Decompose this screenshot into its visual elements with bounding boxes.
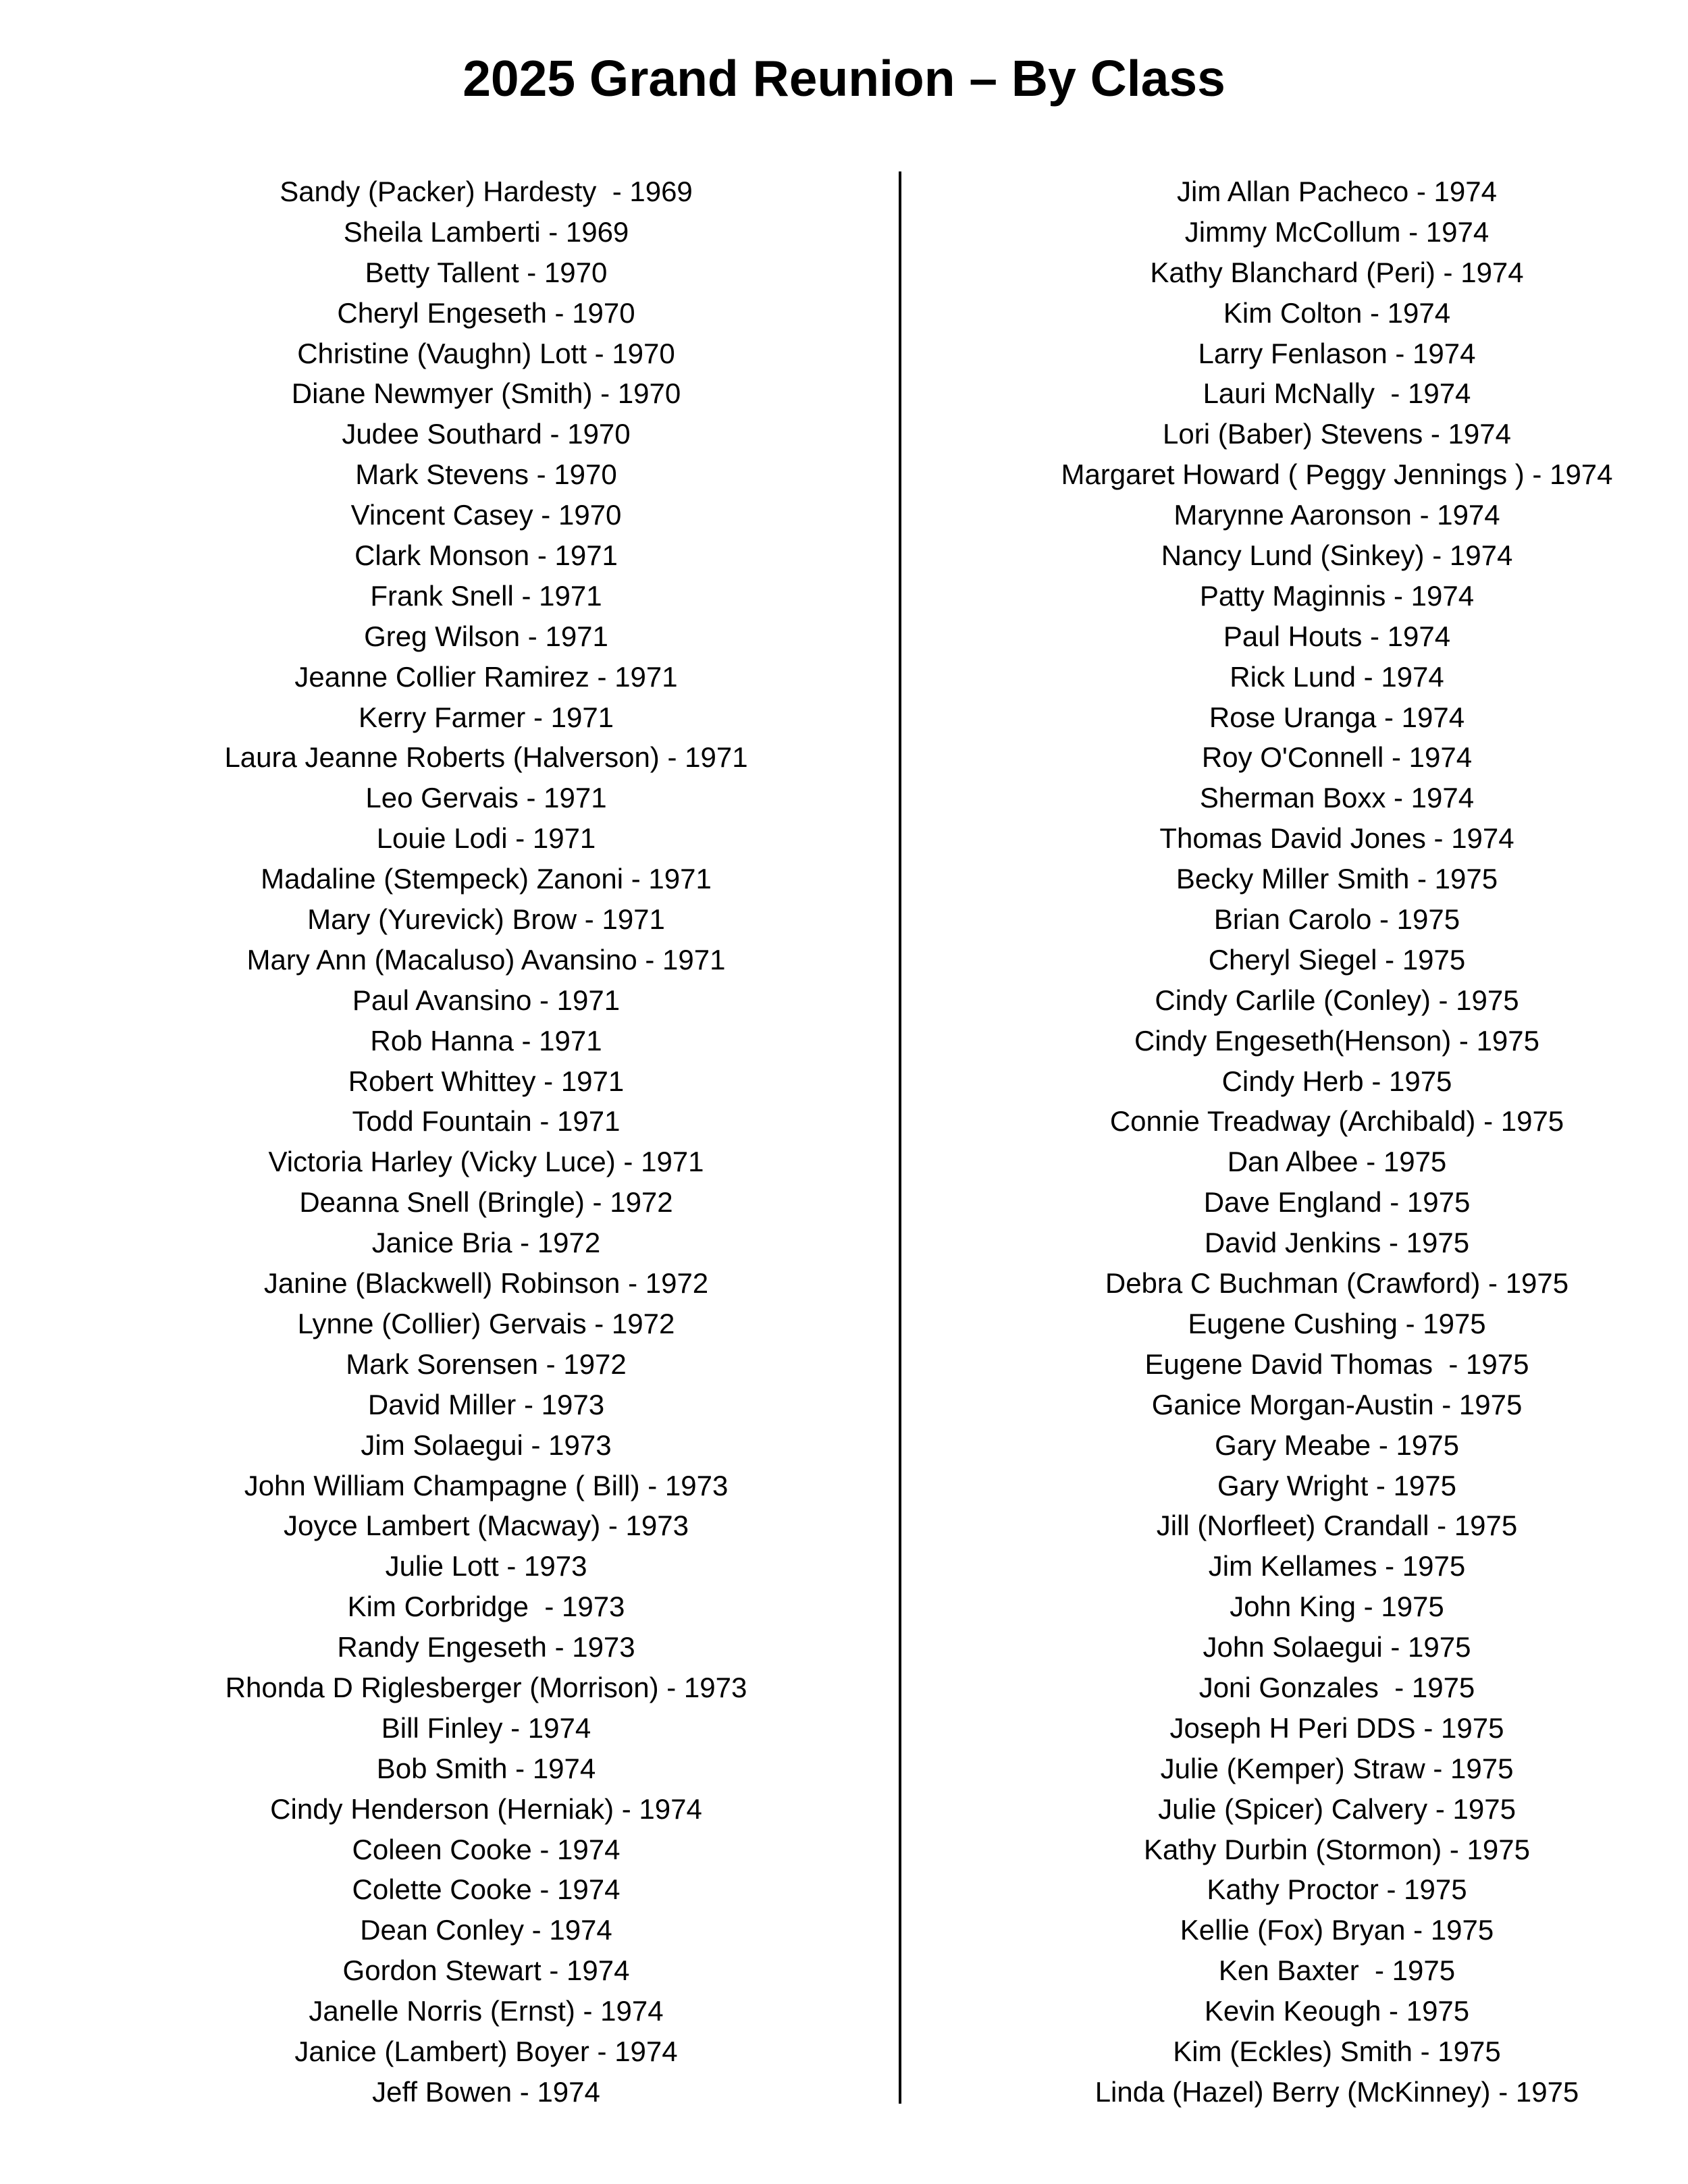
list-item: Kim Colton - 1974	[1223, 296, 1451, 329]
list-item: Bill Finley - 1974	[381, 1711, 591, 1744]
list-item: Cheryl Engeseth - 1970	[337, 296, 635, 329]
list-item: Mary Ann (Macaluso) Avansino - 1971	[246, 943, 726, 976]
list-item: Eugene David Thomas - 1975	[1144, 1348, 1529, 1380]
list-item: Christine (Vaughn) Lott - 1970	[297, 337, 675, 369]
list-item: John Solaegui - 1975	[1203, 1631, 1471, 1663]
list-item: Sherman Boxx - 1974	[1199, 782, 1475, 814]
list-item: Rob Hanna - 1971	[370, 1024, 602, 1057]
list-item: Janelle Norris (Ernst) - 1974	[309, 1995, 664, 2027]
list-item: Victoria Harley (Vicky Luce) - 1971	[268, 1146, 704, 1178]
list-item: Connie Treadway (Archibald) - 1975	[1109, 1105, 1564, 1138]
list-item: Jeanne Collier Ramirez - 1971	[294, 660, 678, 693]
list-item: Betty Tallent - 1970	[365, 256, 608, 288]
list-item: Robert Whittey - 1971	[348, 1065, 625, 1097]
list-item: Gordon Stewart - 1974	[342, 1954, 630, 1987]
list-item: Sheila Lamberti - 1969	[343, 215, 629, 248]
list-item: Jeff Bowen - 1974	[372, 2075, 600, 2108]
list-item: John King - 1975	[1230, 1591, 1444, 1623]
list-item: Ganice Morgan-Austin - 1975	[1151, 1388, 1523, 1420]
list-item: Paul Avansino - 1971	[352, 984, 621, 1016]
list-item: Kathy Durbin (Stormon) - 1975	[1144, 1833, 1530, 1865]
list-item: Randy Engeseth - 1973	[337, 1631, 635, 1663]
list-item: Larry Fenlason - 1974	[1198, 337, 1476, 369]
list-item: Kellie (Fox) Bryan - 1975	[1180, 1914, 1494, 1946]
list-item: Kim (Eckles) Smith - 1975	[1173, 2035, 1501, 2067]
list-item: Joseph H Peri DDS - 1975	[1169, 1711, 1504, 1744]
list-item: Judee Southard - 1970	[342, 418, 631, 450]
list-item: Todd Fountain - 1971	[352, 1105, 621, 1138]
list-item: Rick Lund - 1974	[1230, 660, 1444, 693]
list-item: Julie (Spicer) Calvery - 1975	[1158, 1792, 1516, 1825]
list-item: David Miller - 1973	[367, 1388, 605, 1420]
list-item: David Jenkins - 1975	[1204, 1227, 1470, 1259]
list-item: Cindy Carlile (Conley) - 1975	[1155, 984, 1519, 1016]
list-item: Julie Lott - 1973	[385, 1550, 587, 1582]
list-item: Madaline (Stempeck) Zanoni - 1971	[261, 863, 712, 895]
list-item: Louie Lodi - 1971	[376, 822, 596, 855]
list-item: Kim Corbridge - 1973	[347, 1591, 625, 1623]
list-item: Jill (Norfleet) Crandall - 1975	[1156, 1510, 1518, 1542]
list-item: Roy O'Connell - 1974	[1201, 741, 1473, 774]
list-item: Laura Jeanne Roberts (Halverson) - 1971	[224, 741, 748, 774]
list-item: Cheryl Siegel - 1975	[1208, 943, 1466, 976]
left-name-list	[135, 171, 837, 2112]
list-item: Patty Maginnis - 1974	[1199, 579, 1475, 612]
list-item: Janice Bria - 1972	[371, 1227, 601, 1259]
list-item: Jim Kellames - 1975	[1208, 1550, 1466, 1582]
list-item: Cindy Henderson (Herniak) - 1974	[270, 1792, 702, 1825]
list-item: Mary (Yurevick) Brow - 1971	[307, 903, 665, 936]
list-item: Sandy (Packer) Hardesty - 1969	[280, 176, 693, 207]
list-item: Janice (Lambert) Boyer - 1974	[294, 2035, 678, 2067]
list-item: Mark Sorensen - 1972	[346, 1348, 627, 1380]
list-item: Frank Snell - 1971	[370, 579, 602, 612]
list-item: Lauri McNally - 1974	[1203, 377, 1471, 410]
list-item: Dean Conley - 1974	[360, 1914, 612, 1946]
list-item: Becky Miller Smith - 1975	[1176, 863, 1498, 895]
list-item: Eugene Cushing - 1975	[1188, 1307, 1486, 1339]
list-item: Dan Albee - 1975	[1227, 1146, 1447, 1178]
page-title: 2025 Grand Reunion – By Class	[463, 50, 1225, 107]
list-item: Rose Uranga - 1974	[1209, 701, 1465, 733]
list-item: Gary Wright - 1975	[1217, 1469, 1457, 1501]
list-item: Vincent Casey - 1970	[350, 499, 622, 531]
list-item: Julie (Kemper) Straw - 1975	[1160, 1752, 1514, 1784]
list-item: Kevin Keough - 1975	[1204, 1995, 1470, 2027]
list-item: Jimmy McCollum - 1974	[1184, 215, 1489, 248]
list-item: Deanna Snell (Bringle) - 1972	[299, 1186, 673, 1219]
list-item: John William Champagne ( Bill) - 1973	[244, 1469, 729, 1501]
list-item: Paul Houts - 1974	[1223, 620, 1451, 652]
list-item: Coleen Cooke - 1974	[352, 1833, 621, 1865]
list-item: Margaret Howard ( Peggy Jennings ) - 1974	[1061, 458, 1613, 491]
list-item: Jim Solaegui - 1973	[361, 1429, 612, 1461]
list-item: Ken Baxter - 1975	[1218, 1954, 1456, 1987]
list-item: Jim Allan Pacheco - 1974	[1177, 176, 1497, 207]
list-item: Rhonda D Riglesberger (Morrison) - 1973	[225, 1671, 747, 1703]
list-item: Thomas David Jones - 1974	[1159, 822, 1514, 855]
list-item: Cindy Herb - 1975	[1221, 1065, 1452, 1097]
list-item: Bob Smith - 1974	[376, 1752, 596, 1784]
list-item: Joni Gonzales - 1975	[1198, 1671, 1475, 1703]
list-item: Mark Stevens - 1970	[355, 458, 617, 491]
list-item: Gary Meabe - 1975	[1215, 1429, 1459, 1461]
list-item: Nancy Lund (Sinkey) - 1974	[1161, 539, 1513, 572]
list-item: Lori (Baber) Stevens - 1974	[1163, 418, 1511, 450]
list-item: Leo Gervais - 1971	[365, 782, 607, 814]
list-item: Dave England - 1975	[1203, 1186, 1471, 1219]
list-item: Kathy Proctor - 1975	[1207, 1873, 1467, 1906]
list-item: Clark Monson - 1971	[354, 539, 618, 572]
list-item: Kerry Farmer - 1971	[358, 701, 614, 733]
list-item: Joyce Lambert (Macway) - 1973	[284, 1510, 689, 1542]
list-item: Cindy Engeseth(Henson) - 1975	[1134, 1024, 1540, 1057]
list-item: Diane Newmyer (Smith) - 1970	[291, 377, 681, 410]
list-item: Janine (Blackwell) Robinson - 1972	[263, 1267, 709, 1300]
list-item: Lynne (Collier) Gervais - 1972	[297, 1307, 675, 1339]
list-item: Kathy Blanchard (Peri) - 1974	[1150, 256, 1524, 288]
list-item: Linda (Hazel) Berry (McKinney) - 1975	[1094, 2075, 1579, 2108]
column-divider	[899, 171, 901, 2104]
list-item: Debra C Buchman (Crawford) - 1975	[1105, 1267, 1569, 1300]
list-item: Greg Wilson - 1971	[364, 620, 608, 652]
list-item: Brian Carolo - 1975	[1213, 903, 1460, 936]
list-item: Colette Cooke - 1974	[352, 1873, 621, 1906]
list-item: Marynne Aaronson - 1974	[1173, 499, 1500, 531]
right-name-list	[918, 171, 1688, 2112]
